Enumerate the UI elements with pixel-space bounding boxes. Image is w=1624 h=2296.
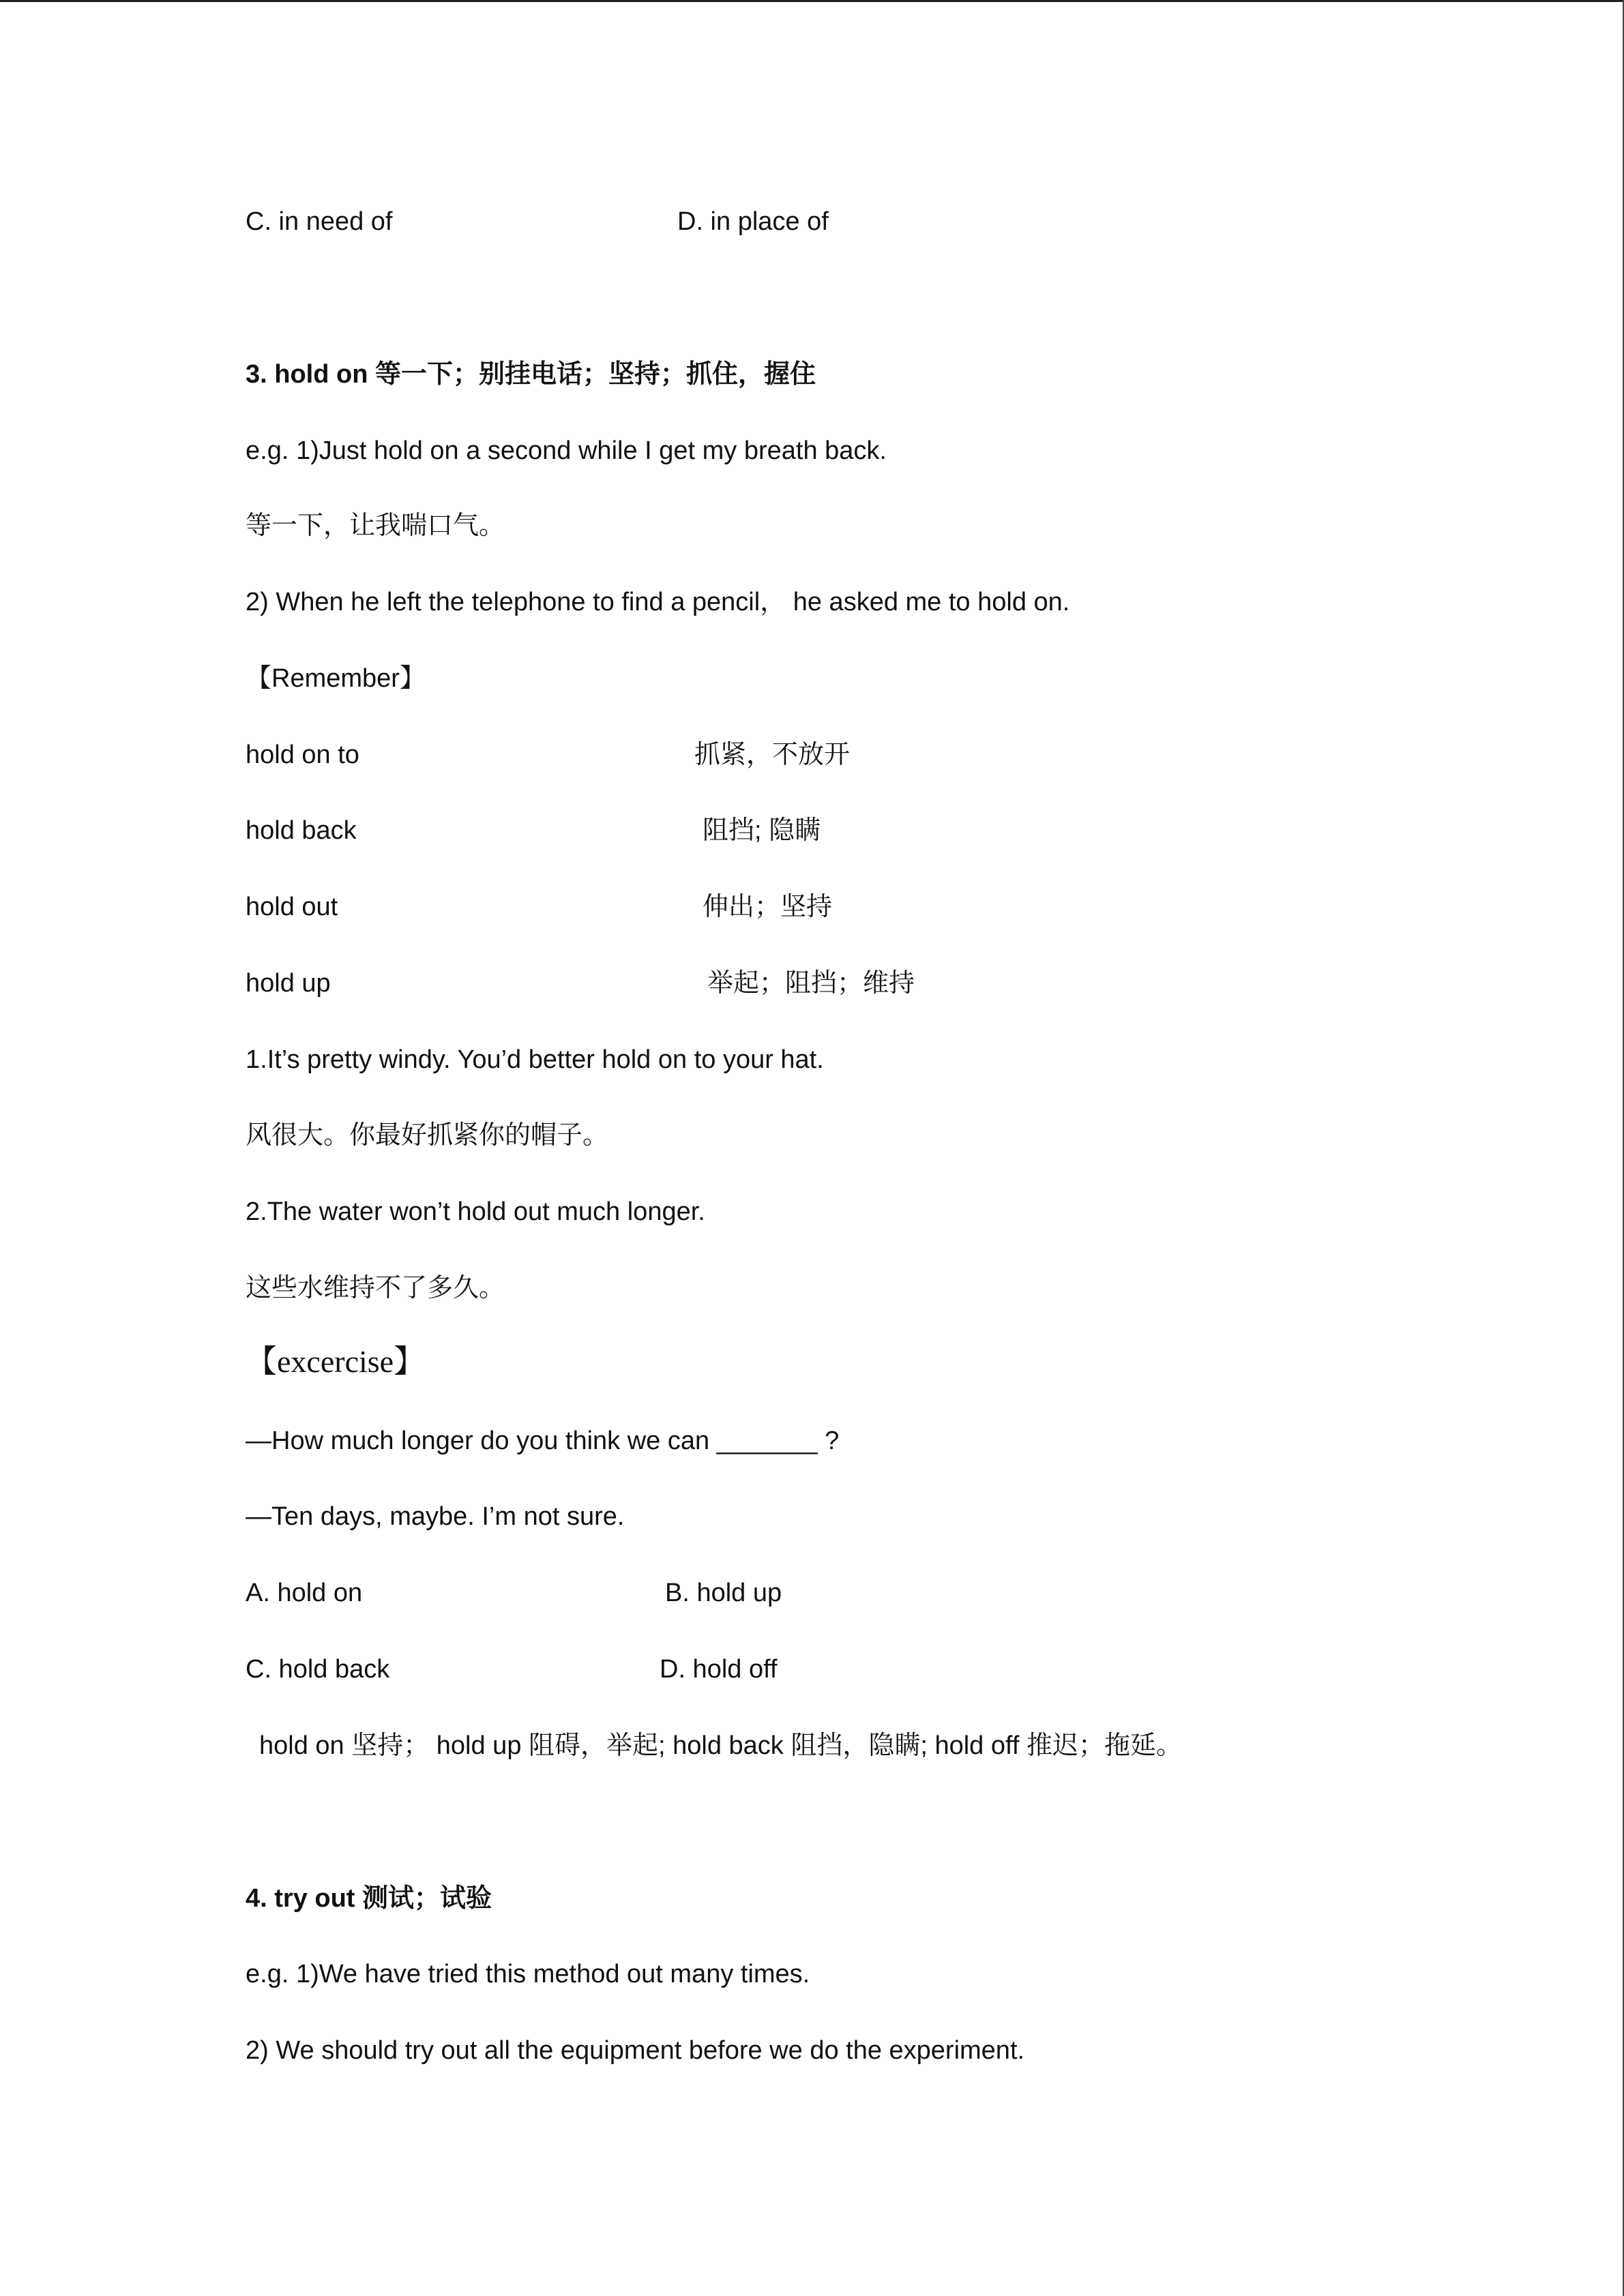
option-a: A. hold on: [246, 1579, 363, 1607]
section4-eg2: 2) We should try out all the equipment before we do the experiment.: [246, 2036, 1025, 2065]
exercise-title: 【excercise】: [246, 1344, 426, 1379]
phrase-cn: 抓紧，不放开: [694, 741, 851, 769]
section4-heading: 4. try out 测试；试验: [246, 1884, 492, 1913]
option-d-top: D. in place of: [677, 207, 829, 236]
option-c: C. hold back: [246, 1655, 390, 1684]
section3-eg1: e.g. 1)Just hold on a second while I get my breath back.: [246, 436, 887, 465]
exercise-question-1: —How much longer do you think we can _______ ?: [246, 1427, 840, 1455]
example-2-cn: 这些水维持不了多久。: [246, 1274, 505, 1302]
section3-heading: 3. hold on 等一下；别挂电话；坚持；抓住，握住: [246, 360, 816, 389]
option-b: B. hold up: [665, 1579, 782, 1607]
phrase-cn: 阻挡; 隐瞒: [703, 816, 821, 845]
phrase-cn: 举起；阻挡；维持: [707, 969, 915, 998]
remember-label: 【Remember】: [246, 664, 426, 693]
phrase-cn: 伸出；坚持: [703, 893, 833, 921]
option-c-top: C. in need of: [246, 207, 393, 236]
example-2: 2.The water won’t hold out much longer.: [246, 1197, 705, 1226]
top-border: [0, 0, 1624, 2]
section3-eg2: 2) When he left the telephone to find a pencil， he asked me to hold on.: [246, 588, 1070, 616]
phrase-en: hold up: [246, 969, 331, 998]
phrase-en: hold back: [246, 816, 357, 845]
example-1: 1.It’s pretty windy. You’d better hold on to your hat.: [246, 1045, 824, 1074]
exercise-question-2: —Ten days, maybe. I’m not sure.: [246, 1502, 625, 1531]
exercise-explanation: hold on 坚持； hold up 阻碍，举起; hold back 阻挡，隐瞒; hold off 推迟；拖延。: [259, 1731, 1182, 1760]
option-d: D. hold off: [660, 1655, 778, 1684]
section4-eg1: e.g. 1)We have tried this method out many times.: [246, 1960, 810, 1988]
phrase-en: hold out: [246, 893, 338, 921]
section3-eg1-cn: 等一下，让我喘口气。: [246, 511, 505, 540]
example-1-cn: 风很大。你最好抓紧你的帽子。: [246, 1121, 609, 1150]
phrase-en: hold on to: [246, 741, 359, 769]
